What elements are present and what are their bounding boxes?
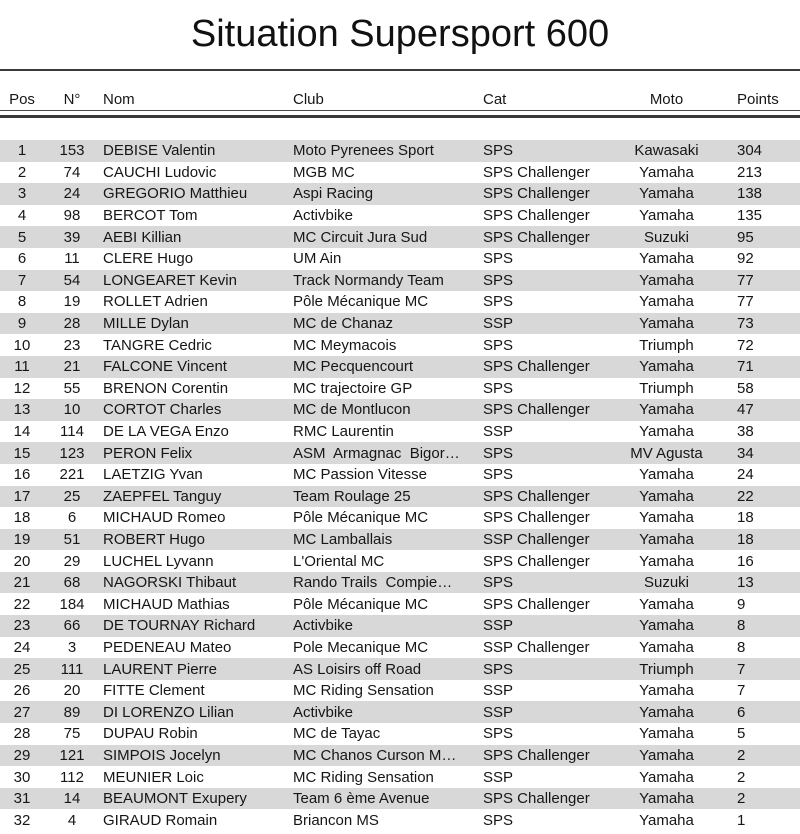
- table-row: [0, 550, 800, 572]
- cell-nom: SIMPOIS Jocelyn: [103, 747, 221, 763]
- cell-club: Aspi Racing: [293, 186, 374, 202]
- cell-moto: Kawasaki: [634, 143, 699, 159]
- cell-nom: MICHAUD Mathias: [103, 596, 230, 612]
- cell-pos: 11: [14, 359, 30, 375]
- cell-nom: LAURENT Pierre: [103, 661, 217, 677]
- cell-moto: Triumph: [639, 337, 694, 353]
- cell-points: 18: [737, 531, 754, 547]
- cell-cat: SSP Challenger: [483, 531, 590, 547]
- cell-club: MC de Chanaz: [293, 316, 394, 332]
- cell-points: 7: [737, 661, 746, 677]
- cell-nom: BERCOT Tom: [103, 208, 198, 224]
- cell-nom: BRENON Corentin: [103, 380, 229, 396]
- cell-pos: 32: [13, 812, 31, 828]
- cell-points: 2: [737, 769, 746, 785]
- cell-moto: Yamaha: [639, 618, 694, 634]
- table-row: [0, 399, 800, 421]
- cell-club: MC de Montlucon: [293, 402, 411, 418]
- cell-points: 9: [737, 596, 746, 612]
- cell-points: 13: [737, 575, 754, 591]
- cell-points: 138: [737, 186, 763, 202]
- cell-cat: SPS: [483, 445, 514, 461]
- cell-points: 38: [737, 424, 754, 440]
- cell-club: Moto Pyrenees Sport: [293, 143, 434, 159]
- cell-points: 1: [737, 812, 746, 828]
- table-row: [0, 809, 800, 831]
- cell-moto: Yamaha: [639, 812, 694, 828]
- cell-pos: 12: [13, 380, 31, 396]
- cell-club: MC Lamballais: [293, 531, 393, 547]
- cell-points: 73: [737, 316, 754, 332]
- cell-pos: 28: [13, 726, 31, 742]
- cell-nom: DE LA VEGA Enzo: [103, 424, 229, 440]
- cell-points: 58: [737, 380, 754, 396]
- table-row: [0, 507, 800, 529]
- cell-num: 112: [60, 769, 84, 785]
- cell-pos: 4: [17, 208, 27, 224]
- cell-points: 7: [737, 683, 746, 699]
- cell-moto: Yamaha: [639, 402, 694, 418]
- cell-nom: FALCONE Vincent: [103, 359, 227, 375]
- cell-nom: BEAUMONT Exupery: [103, 791, 247, 807]
- cell-nom: MILLE Dylan: [103, 316, 189, 332]
- cell-points: 72: [737, 337, 754, 353]
- title-band: [0, 0, 800, 71]
- cell-moto: Yamaha: [639, 510, 694, 526]
- cell-nom: PERON Felix: [103, 445, 193, 461]
- table-row: [0, 334, 800, 356]
- cell-cat: SSP Challenger: [483, 639, 590, 655]
- cell-points: 18: [737, 510, 754, 526]
- cell-pos: 18: [13, 510, 31, 526]
- cell-nom: GIRAUD Romain: [103, 812, 218, 828]
- column-header-pos: Pos: [9, 91, 35, 108]
- column-header-name: Nom: [103, 91, 135, 108]
- cell-moto: Triumph: [639, 380, 694, 396]
- cell-pos: 20: [13, 553, 31, 569]
- cell-cat: SPS Challenger: [483, 791, 590, 807]
- cell-moto: Yamaha: [639, 639, 694, 655]
- cell-cat: SPS: [483, 726, 514, 742]
- cell-num: 24: [63, 186, 81, 202]
- table-row: [0, 270, 800, 292]
- cell-club: Activbike: [293, 208, 354, 224]
- cell-pos: 22: [13, 596, 31, 612]
- cell-num: 66: [63, 618, 81, 634]
- cell-pos: 2: [17, 164, 27, 180]
- cell-moto: Yamaha: [639, 208, 694, 224]
- cell-pos: 8: [17, 294, 27, 310]
- cell-moto: Yamaha: [639, 683, 694, 699]
- cell-num: 29: [63, 553, 81, 569]
- cell-club: MC Chanos Curson M…: [293, 747, 457, 763]
- cell-moto: Yamaha: [639, 164, 694, 180]
- cell-num: 111: [60, 661, 84, 677]
- column-header-club: Club: [293, 91, 324, 108]
- cell-pos: 21: [13, 575, 31, 591]
- standings-table-body: [0, 140, 800, 831]
- cell-points: 47: [737, 402, 754, 418]
- cell-points: 2: [737, 791, 746, 807]
- cell-moto: MV Agusta: [630, 445, 703, 461]
- table-row: [0, 723, 800, 745]
- cell-cat: SPS Challenger: [483, 164, 590, 180]
- cell-nom: CORTOT Charles: [103, 402, 222, 418]
- table-row: [0, 464, 800, 486]
- cell-cat: SPS: [483, 251, 514, 267]
- cell-num: 54: [63, 272, 81, 288]
- cell-moto: Yamaha: [639, 316, 694, 332]
- cell-club: Activbike: [293, 618, 354, 634]
- cell-points: 135: [737, 208, 763, 224]
- cell-num: 28: [63, 316, 81, 332]
- cell-moto: Yamaha: [639, 769, 694, 785]
- cell-club: Activbike: [293, 704, 354, 720]
- cell-cat: SSP: [483, 683, 514, 699]
- table-row: [0, 658, 800, 680]
- cell-num: 20: [63, 683, 81, 699]
- cell-cat: SSP: [483, 424, 514, 440]
- cell-club: MC Riding Sensation: [293, 683, 434, 699]
- column-header-cat: Cat: [483, 91, 507, 108]
- cell-cat: SPS Challenger: [483, 359, 590, 375]
- cell-pos: 26: [13, 683, 31, 699]
- table-row: [0, 140, 800, 162]
- cell-num: 25: [63, 488, 81, 504]
- cell-cat: SPS Challenger: [483, 747, 590, 763]
- cell-nom: LONGEARET Kevin: [103, 272, 237, 288]
- cell-num: 21: [63, 359, 81, 375]
- cell-nom: DI LORENZO Lilian: [103, 704, 234, 720]
- cell-points: 24: [737, 467, 754, 483]
- cell-num: 74: [63, 164, 81, 180]
- table-row: [0, 291, 800, 313]
- table-row: [0, 442, 800, 464]
- cell-club: MC Meymacois: [293, 337, 397, 353]
- cell-club: MGB MC: [293, 164, 355, 180]
- cell-points: 71: [737, 359, 754, 375]
- cell-pos: 7: [17, 272, 27, 288]
- cell-moto: Yamaha: [639, 359, 694, 375]
- cell-club: Briancon MS: [293, 812, 379, 828]
- cell-club: Pôle Mécanique MC: [293, 294, 429, 310]
- cell-cat: SPS Challenger: [483, 208, 590, 224]
- cell-pos: 27: [13, 704, 31, 720]
- cell-cat: SPS: [483, 661, 514, 677]
- header-divider: [0, 115, 800, 118]
- cell-num: 14: [63, 791, 81, 807]
- table-row: [0, 226, 800, 248]
- cell-nom: DEBISE Valentin: [103, 143, 216, 159]
- cell-club: Pôle Mécanique MC: [293, 596, 429, 612]
- cell-pos: 10: [13, 337, 31, 353]
- cell-moto: Suzuki: [643, 575, 690, 591]
- cell-points: 304: [737, 143, 763, 159]
- cell-points: 8: [737, 639, 746, 655]
- cell-moto: Yamaha: [639, 704, 694, 720]
- cell-club: UM Ain: [293, 251, 342, 267]
- cell-moto: Yamaha: [639, 488, 694, 504]
- cell-moto: Yamaha: [639, 791, 694, 807]
- cell-club: AS Loisirs off Road: [293, 661, 422, 677]
- cell-moto: Yamaha: [639, 251, 694, 267]
- cell-club: Team Roulage 25: [293, 488, 411, 504]
- cell-club: MC Pecquencourt: [293, 359, 414, 375]
- cell-cat: SSP: [483, 704, 514, 720]
- cell-club: MC Circuit Jura Sud: [293, 229, 428, 245]
- cell-pos: 14: [13, 424, 31, 440]
- cell-num: 4: [67, 812, 77, 828]
- cell-nom: DE TOURNAY Richard: [103, 618, 256, 634]
- cell-pos: 6: [17, 251, 27, 267]
- cell-nom: GREGORIO Matthieu: [103, 186, 248, 202]
- cell-num: 39: [63, 229, 81, 245]
- cell-num: 51: [63, 531, 81, 547]
- cell-pos: 25: [13, 661, 31, 677]
- cell-points: 213: [737, 164, 763, 180]
- cell-nom: DUPAU Robin: [103, 726, 198, 742]
- cell-num: 10: [63, 402, 81, 418]
- cell-moto: Yamaha: [639, 272, 694, 288]
- cell-club: Pole Mecanique MC: [293, 639, 429, 655]
- cell-num: 6: [67, 510, 77, 526]
- table-row: [0, 248, 800, 270]
- cell-moto: Suzuki: [643, 229, 690, 245]
- cell-num: 153: [59, 143, 85, 159]
- cell-moto: Yamaha: [639, 553, 694, 569]
- cell-cat: SPS Challenger: [483, 488, 590, 504]
- cell-nom: MICHAUD Romeo: [103, 510, 226, 526]
- cell-club: Pôle Mécanique MC: [293, 510, 429, 526]
- cell-nom: ROBERT Hugo: [103, 531, 205, 547]
- cell-pos: 3: [17, 186, 27, 202]
- cell-moto: Yamaha: [639, 186, 694, 202]
- cell-club: Team 6 ème Avenue: [293, 791, 430, 807]
- cell-cat: SPS: [483, 143, 514, 159]
- cell-cat: SPS: [483, 294, 514, 310]
- cell-points: 5: [737, 726, 746, 742]
- cell-nom: PEDENEAU Mateo: [103, 639, 232, 655]
- table-row: [0, 205, 800, 227]
- cell-cat: SSP: [483, 618, 514, 634]
- table-row: [0, 745, 800, 767]
- cell-pos: 1: [17, 143, 27, 159]
- cell-pos: 9: [17, 316, 27, 332]
- column-header-points: Points: [737, 91, 779, 108]
- cell-club: Rando Trails Compie…: [293, 575, 453, 591]
- cell-club: MC Riding Sensation: [293, 769, 434, 785]
- cell-cat: SPS: [483, 467, 514, 483]
- cell-nom: CLERE Hugo: [103, 251, 194, 267]
- table-row: [0, 183, 800, 205]
- cell-pos: 24: [13, 639, 31, 655]
- cell-nom: FITTE Clement: [103, 683, 205, 699]
- cell-cat: SPS: [483, 812, 514, 828]
- cell-moto: Yamaha: [639, 424, 694, 440]
- table-row: [0, 378, 800, 400]
- cell-moto: Yamaha: [639, 726, 694, 742]
- cell-nom: NAGORSKI Thibaut: [103, 575, 237, 591]
- table-row: [0, 356, 800, 378]
- cell-num: 121: [59, 747, 85, 763]
- table-row: [0, 593, 800, 615]
- cell-pos: 16: [13, 467, 31, 483]
- cell-cat: SPS: [483, 380, 514, 396]
- cell-points: 22: [737, 488, 754, 504]
- cell-pos: 23: [13, 618, 31, 634]
- table-row: [0, 421, 800, 443]
- cell-pos: 31: [13, 791, 31, 807]
- cell-cat: SPS Challenger: [483, 402, 590, 418]
- cell-points: 16: [737, 553, 754, 569]
- table-header-row: [0, 71, 800, 111]
- cell-num: 75: [63, 726, 81, 742]
- cell-num: 221: [59, 467, 85, 483]
- cell-points: 77: [737, 272, 754, 288]
- cell-moto: Triumph: [639, 661, 694, 677]
- table-row: [0, 572, 800, 594]
- table-row: [0, 162, 800, 184]
- cell-points: 77: [737, 294, 754, 310]
- cell-club: L'Oriental MC: [293, 553, 385, 569]
- cell-club: MC Passion Vitesse: [293, 467, 427, 483]
- cell-nom: TANGRE Cedric: [103, 337, 212, 353]
- cell-moto: Yamaha: [639, 294, 694, 310]
- cell-num: 23: [63, 337, 81, 353]
- cell-num: 68: [63, 575, 81, 591]
- cell-club: RMC Laurentin: [293, 424, 394, 440]
- cell-moto: Yamaha: [639, 596, 694, 612]
- cell-num: 114: [60, 424, 84, 440]
- table-row: [0, 766, 800, 788]
- cell-cat: SSP: [483, 769, 514, 785]
- cell-nom: LUCHEL Lyvann: [103, 553, 214, 569]
- cell-nom: ZAEPFEL Tanguy: [103, 488, 222, 504]
- cell-num: 184: [59, 596, 85, 612]
- cell-club: ASM Armagnac Bigor…: [293, 445, 460, 461]
- table-row: [0, 701, 800, 723]
- cell-moto: Yamaha: [639, 531, 694, 547]
- cell-pos: 5: [17, 229, 27, 245]
- cell-cat: SSP: [483, 316, 514, 332]
- cell-num: 19: [63, 294, 81, 310]
- cell-points: 8: [737, 618, 746, 634]
- cell-num: 123: [59, 445, 85, 461]
- cell-moto: Yamaha: [639, 747, 694, 763]
- cell-num: 89: [63, 704, 81, 720]
- table-row: [0, 313, 800, 335]
- cell-points: 34: [737, 445, 754, 461]
- cell-num: 98: [63, 208, 81, 224]
- cell-pos: 13: [13, 402, 31, 418]
- cell-points: 92: [737, 251, 754, 267]
- table-row: [0, 529, 800, 551]
- cell-moto: Yamaha: [639, 467, 694, 483]
- cell-cat: SPS Challenger: [483, 510, 590, 526]
- cell-pos: 29: [13, 747, 31, 763]
- cell-club: MC trajectoire GP: [293, 380, 413, 396]
- cell-num: 11: [64, 251, 80, 267]
- column-header-number: N°: [63, 91, 81, 108]
- table-row: [0, 615, 800, 637]
- cell-cat: SPS Challenger: [483, 186, 590, 202]
- cell-points: 6: [737, 704, 746, 720]
- cell-cat: SPS Challenger: [483, 596, 590, 612]
- cell-cat: SPS Challenger: [483, 229, 590, 245]
- cell-nom: LAETZIG Yvan: [103, 467, 203, 483]
- page-title: Situation Supersport 600: [190, 13, 610, 55]
- table-row: [0, 680, 800, 702]
- cell-nom: AEBI Killian: [103, 229, 182, 245]
- cell-num: 3: [67, 639, 77, 655]
- cell-pos: 17: [13, 488, 31, 504]
- table-row: [0, 788, 800, 810]
- table-row: [0, 486, 800, 508]
- cell-pos: 30: [13, 769, 31, 785]
- cell-num: 55: [63, 380, 81, 396]
- cell-nom: CAUCHI Ludovic: [103, 164, 217, 180]
- cell-club: MC de Tayac: [293, 726, 381, 742]
- cell-pos: 15: [13, 445, 31, 461]
- cell-pos: 19: [13, 531, 31, 547]
- cell-cat: SPS Challenger: [483, 553, 590, 569]
- cell-points: 2: [737, 747, 746, 763]
- cell-cat: SPS: [483, 337, 514, 353]
- cell-nom: MEUNIER Loic: [103, 769, 204, 785]
- cell-points: 95: [737, 229, 754, 245]
- table-row: [0, 637, 800, 659]
- column-header-moto: Moto: [649, 91, 684, 108]
- cell-cat: SPS: [483, 272, 514, 288]
- cell-cat: SPS: [483, 575, 514, 591]
- cell-club: Track Normandy Team: [293, 272, 444, 288]
- cell-nom: ROLLET Adrien: [103, 294, 208, 310]
